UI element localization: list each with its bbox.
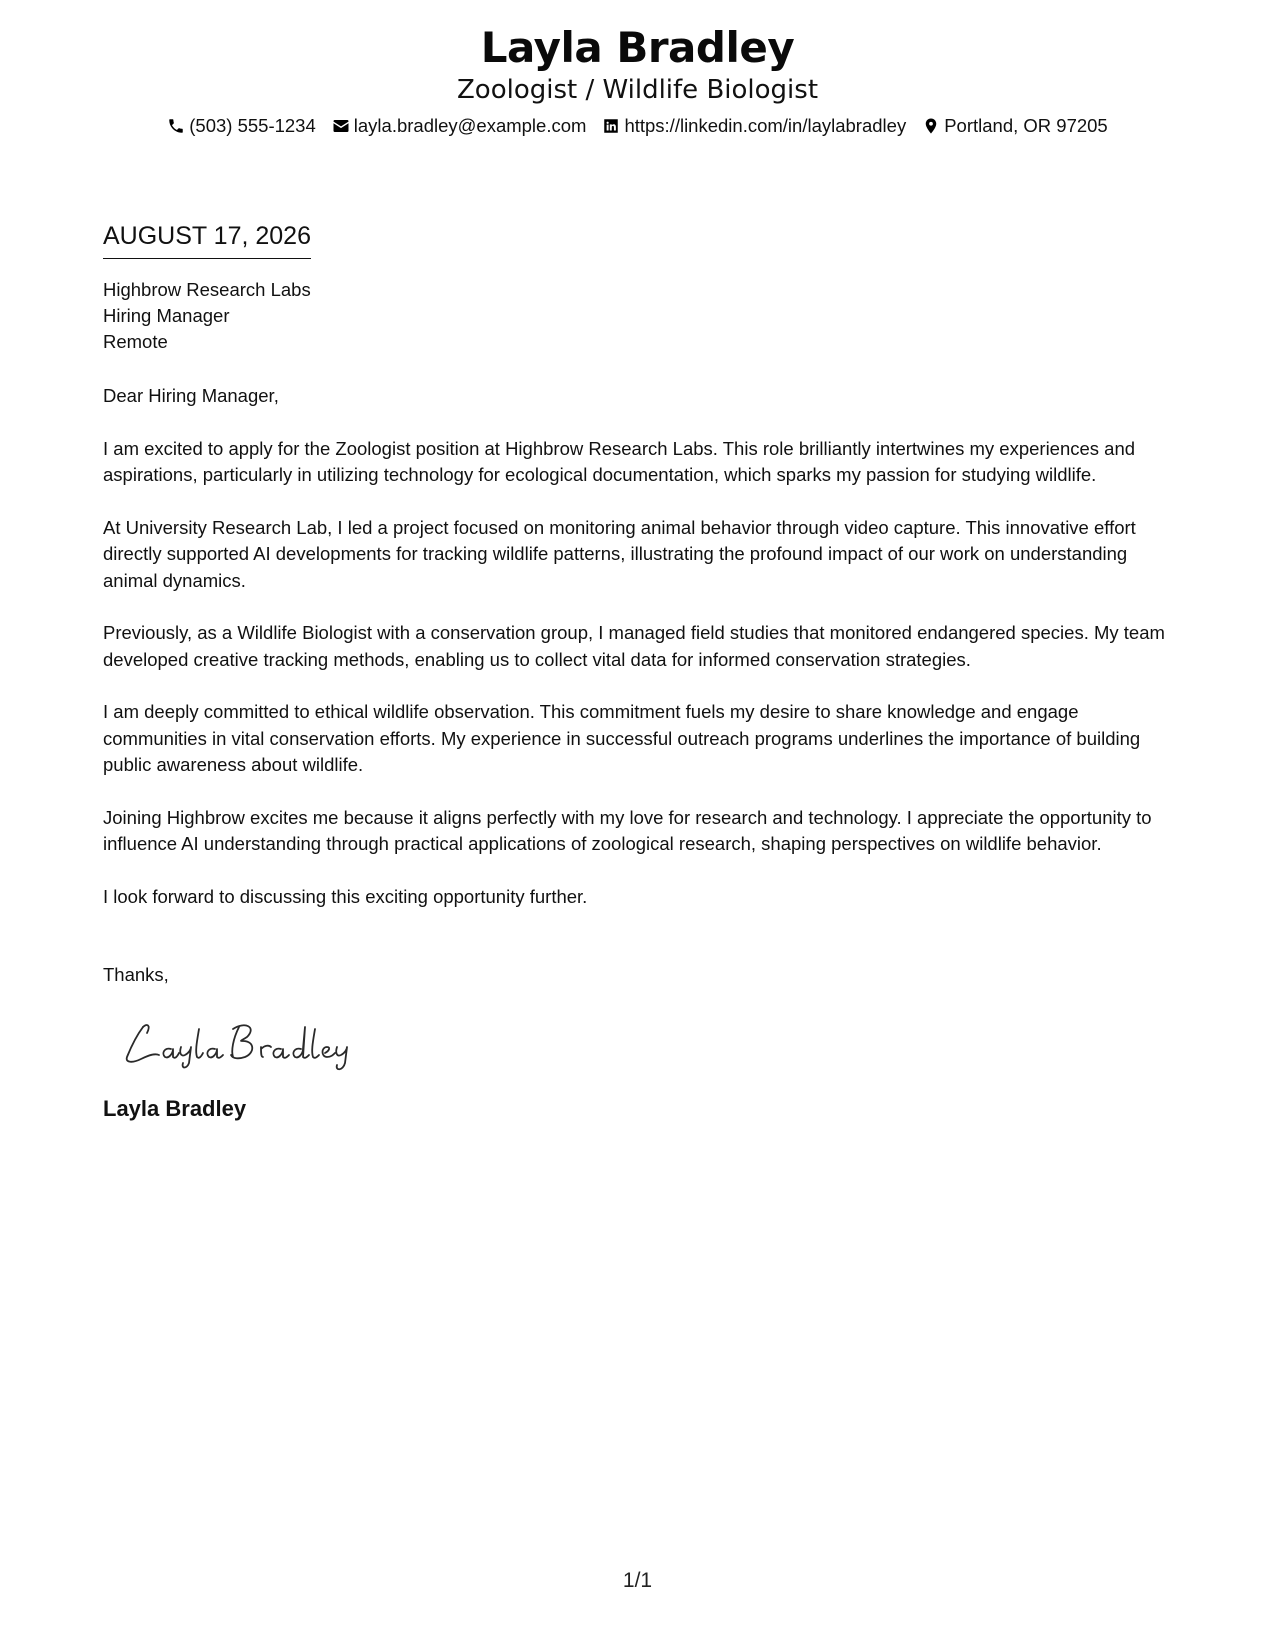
paragraph: Previously, as a Wildlife Biologist with a conservation group, I managed field studies that monitored endangered species. My team developed creative tracking methods, enabling us to collect vital data for informed conservation strategies. <box>103 622 1165 670</box>
letter-body <box>103 220 1178 1123</box>
letter-header <box>0 22 1275 138</box>
map-pin-icon <box>922 117 940 135</box>
recipient-block <box>103 277 1178 355</box>
phone-icon <box>167 117 185 135</box>
letter-date: AUGUST 17, 2026 <box>103 220 311 259</box>
linkedin-text: https://linkedin.com/in/laylabradley <box>624 115 907 136</box>
contact-phone <box>167 114 316 138</box>
paragraph: Joining Highbrow excites me because it aligns perfectly with my love for research and technology. I appreciate the opportunity to influence AI understanding through practical applications of zoological research, shaping perspectives on wildlife behavior. <box>103 806 1152 854</box>
envelope-icon <box>332 117 350 135</box>
paragraph: I am excited to apply for the Zoologist position at Highbrow Research Labs. This role brilliantly intertwines my experiences and aspirations, particularly in utilizing technology for ecological documentation, which sparks my passion for studying wildlife. <box>103 437 1136 485</box>
recipient-location: Remote <box>103 331 168 352</box>
recipient-company: Highbrow Research Labs <box>103 279 311 300</box>
contact-bar <box>0 114 1275 138</box>
paragraph: I look forward to discussing this exciting opportunity further. <box>103 885 588 907</box>
email-text: layla.bradley@example.com <box>353 115 587 136</box>
page-indicator: 1/1 <box>622 1569 653 1592</box>
paragraph: I am deeply committed to ethical wildlife observation. This commitment fuels my desire to share knowledge and engage communities in vital conservation efforts. My experience in successful outreach programs underlines the importance of building public awareness about wildlife. <box>103 701 1141 775</box>
recipient-role: Hiring Manager <box>103 305 230 326</box>
contact-linkedin <box>602 114 906 138</box>
contact-email <box>332 114 587 138</box>
phone-text: (503) 555-1234 <box>189 115 316 136</box>
applicant-title: Zoologist / Wildlife Biologist <box>456 75 819 105</box>
closing: Thanks, <box>103 964 169 985</box>
applicant-name: Layla Bradley <box>480 23 795 72</box>
signer-name: Layla Bradley <box>103 1095 247 1121</box>
paragraph: At University Research Lab, I led a project focused on monitoring animal behavior through video capture. This innovative effort directly supported AI developments for tracking wildlife patterns, illustrating the profound impact of our work on understanding animal dynamics. <box>103 516 1136 591</box>
linkedin-icon <box>602 117 620 135</box>
handwritten-signature <box>121 1013 1178 1075</box>
contact-location <box>922 114 1108 138</box>
location-text: Portland, OR 97205 <box>944 115 1108 136</box>
salutation: Dear Hiring Manager, <box>103 385 279 406</box>
